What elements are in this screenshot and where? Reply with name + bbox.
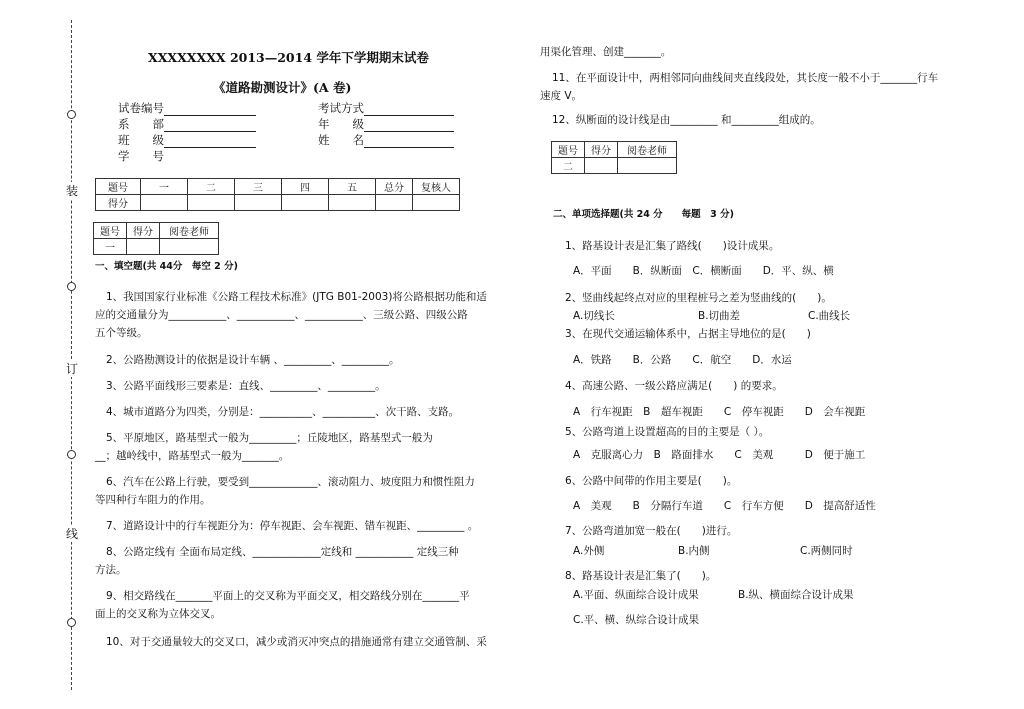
question-4: 4、城市道路分为四类，分别是：__________、__________、次干路、支路。 bbox=[106, 406, 460, 418]
score-cell[interactable] bbox=[235, 195, 282, 211]
binding-hole bbox=[67, 282, 76, 291]
score-cell[interactable] bbox=[413, 195, 460, 211]
grader-header: 阅卷老师 bbox=[160, 223, 219, 239]
mc-options-6: A 美观 B 分隔行车道 C 行车方便 D 提高舒适性 bbox=[573, 500, 876, 512]
score-table bbox=[95, 178, 460, 211]
mc-option-2c: C.曲线长 bbox=[808, 310, 851, 322]
question-5-line1: 5、平原地区，路基型式一般为_________；丘陵地区，路基型式一般为 bbox=[106, 432, 433, 444]
field-label: 年 级 bbox=[318, 117, 364, 131]
mc-option-8a: A.平面、纵面综合设计成果 bbox=[573, 589, 699, 601]
score-header: 二 bbox=[188, 179, 235, 195]
binding-hole bbox=[67, 450, 76, 459]
field-label: 学 号 bbox=[118, 149, 164, 163]
question-3: 3、公路平面线形三要素是：直线、_________、_________。 bbox=[106, 380, 386, 392]
mc-option-2a: A.切线长 bbox=[573, 310, 615, 322]
section2-heading: 二、单项选择题(共 24 分 每题 3 分) bbox=[553, 209, 734, 220]
mc-options-4: A 行车视距 B 超车视距 C 停车视距 D 会车视距 bbox=[573, 406, 866, 418]
grader-header: 得分 bbox=[585, 142, 618, 158]
score-header: 总分 bbox=[376, 179, 413, 195]
grader-header: 题号 bbox=[552, 142, 585, 158]
field-blank[interactable] bbox=[164, 135, 256, 148]
question-6-line2: 等四种行车阻力的作用。 bbox=[95, 494, 211, 506]
mc-option-8b: B.纵、横面综合设计成果 bbox=[738, 589, 854, 601]
binding-line bbox=[71, 20, 72, 690]
score-header: 四 bbox=[282, 179, 329, 195]
mc-option-7c: C.两侧同时 bbox=[800, 545, 853, 557]
score-header: 题号 bbox=[96, 179, 141, 195]
question-2: 2、公路勘测设计的依据是设计车辆 、_________、_________。 bbox=[106, 354, 400, 366]
question-1-line2: 应的交通量分为___________、___________、___________、三级公路、四级公路 bbox=[95, 309, 468, 321]
mc-option-2b: B.切曲差 bbox=[698, 310, 741, 322]
question-9-line2: 面上的交叉称为立体交叉。 bbox=[95, 608, 221, 620]
mc-question-8: 8、路基设计表是汇集了( )。 bbox=[565, 570, 717, 582]
binding-char-xian: 线 bbox=[63, 525, 81, 542]
mc-options-3: A．铁路 B．公路 C．航空 D．水运 bbox=[573, 354, 792, 366]
mc-question-7: 7、公路弯道加宽一般在( )进行。 bbox=[565, 525, 738, 537]
mc-option-8c: C.平、横、纵综合设计成果 bbox=[573, 614, 700, 626]
field-label: 试卷编号 bbox=[118, 101, 164, 115]
question-1-line3: 五个等级。 bbox=[95, 327, 148, 339]
grader-cell[interactable] bbox=[618, 158, 677, 174]
grader-header: 题号 bbox=[94, 223, 127, 239]
field-blank[interactable] bbox=[164, 119, 256, 132]
question-10-line1: 10、对于交通量较大的交叉口，减少或消灭冲突点的措施通常有建立交通管制、采 bbox=[106, 636, 487, 648]
question-5-line2: __；越岭线中，路基型式一般为_______。 bbox=[95, 450, 290, 462]
score-row-label: 得分 bbox=[96, 195, 141, 211]
field-label: 班 级 bbox=[118, 133, 164, 147]
exam-subtitle: 《道路勘测设计》(A 卷) bbox=[213, 80, 352, 95]
grader-table-1 bbox=[93, 222, 219, 255]
mc-question-3: 3、在现代交通运输体系中，占据主导地位的是( ) bbox=[565, 328, 811, 340]
binding-hole bbox=[67, 110, 76, 119]
field-class bbox=[118, 132, 256, 148]
field-dept bbox=[118, 116, 256, 132]
mc-question-4: 4、高速公路、一级公路应满足( ) 的要求。 bbox=[565, 380, 783, 392]
mc-option-7a: A.外侧 bbox=[573, 545, 605, 557]
grader-cell[interactable] bbox=[160, 239, 219, 255]
score-header: 三 bbox=[235, 179, 282, 195]
section-no: 二 bbox=[552, 158, 585, 174]
field-student-no bbox=[118, 148, 164, 164]
question-12: 12、纵断面的设计线是由_________ 和_________组成的。 bbox=[552, 114, 821, 126]
score-cell[interactable] bbox=[376, 195, 413, 211]
grader-cell[interactable] bbox=[127, 239, 160, 255]
exam-title: XXXXXXXX 2013—2014 学年下学期期末试卷 bbox=[148, 50, 429, 65]
mc-question-1: 1、路基设计表是汇集了路线( )设计成果。 bbox=[565, 240, 780, 252]
section1-heading: 一、填空题(共 44分 每空 2 分) bbox=[95, 261, 238, 272]
field-label: 姓 名 bbox=[318, 133, 364, 147]
mc-options-1: A．平面 B．纵断面 C．横断面 D．平、纵、横 bbox=[573, 265, 834, 277]
score-header: 一 bbox=[141, 179, 188, 195]
score-cell[interactable] bbox=[141, 195, 188, 211]
mc-question-5: 5、公路弯道上设置超高的目的主要是（ ）。 bbox=[565, 426, 770, 438]
mc-question-6: 6、公路中间带的作用主要是( )。 bbox=[565, 475, 738, 487]
field-blank[interactable] bbox=[364, 119, 454, 132]
score-cell[interactable] bbox=[188, 195, 235, 211]
field-grade bbox=[318, 116, 454, 132]
binding-char-zhuang: 装 bbox=[63, 182, 81, 199]
question-7: 7、道路设计中的行车视距分为：停车视距、会车视距、错车视距、_________ 。 bbox=[106, 520, 479, 532]
mc-question-2: 2、竖曲线起终点对应的里程桩号之差为竖曲线的( )。 bbox=[565, 292, 832, 304]
field-label: 考试方式 bbox=[318, 101, 364, 115]
field-paper-no bbox=[118, 100, 256, 116]
field-name bbox=[318, 132, 454, 148]
question-1-line1: 1、我国国家行业标准《公路工程技术标准》(JTG B01-2003)将公路根据功能和适 bbox=[106, 291, 487, 303]
question-8-line2: 方法。 bbox=[95, 564, 127, 576]
score-cell[interactable] bbox=[282, 195, 329, 211]
grader-table-2 bbox=[551, 141, 677, 174]
score-cell[interactable] bbox=[329, 195, 376, 211]
section-no: 一 bbox=[94, 239, 127, 255]
binding-char-ding: 订 bbox=[63, 360, 81, 377]
grader-header: 得分 bbox=[127, 223, 160, 239]
score-header: 复核人 bbox=[413, 179, 460, 195]
field-blank[interactable] bbox=[364, 103, 454, 116]
grader-cell[interactable] bbox=[585, 158, 618, 174]
question-11-line1: 11、在平面设计中，两相邻同向曲线间夹直线段处，其长度一般不小于_______行车 bbox=[552, 72, 939, 84]
question-9-line1: 9、相交路线在_______平面上的交叉称为平面交叉，相交路线分别在_______平 bbox=[106, 590, 470, 602]
question-6-line1: 6、汽车在公路上行驶，要受到_____________、滚动阻力、坡度阻力和惯性阻力 bbox=[106, 476, 475, 488]
mc-option-7b: B.内侧 bbox=[678, 545, 710, 557]
question-8-line1: 8、公路定线有 全面布局定线、_____________定线和 ___________ 定线三种 bbox=[106, 546, 459, 558]
field-exam-mode bbox=[318, 100, 454, 116]
mc-options-5: A 克服离心力 B 路面排水 C 美观 D 便于施工 bbox=[573, 449, 866, 461]
field-blank[interactable] bbox=[364, 135, 454, 148]
grader-header: 阅卷老师 bbox=[618, 142, 677, 158]
binding-hole bbox=[67, 618, 76, 627]
field-blank[interactable] bbox=[164, 103, 256, 116]
question-10-line2: 用渠化管理、创建_______。 bbox=[540, 46, 672, 58]
score-header: 五 bbox=[329, 179, 376, 195]
question-11-line2: 速度 V。 bbox=[540, 90, 583, 102]
field-label: 系 部 bbox=[118, 117, 164, 131]
